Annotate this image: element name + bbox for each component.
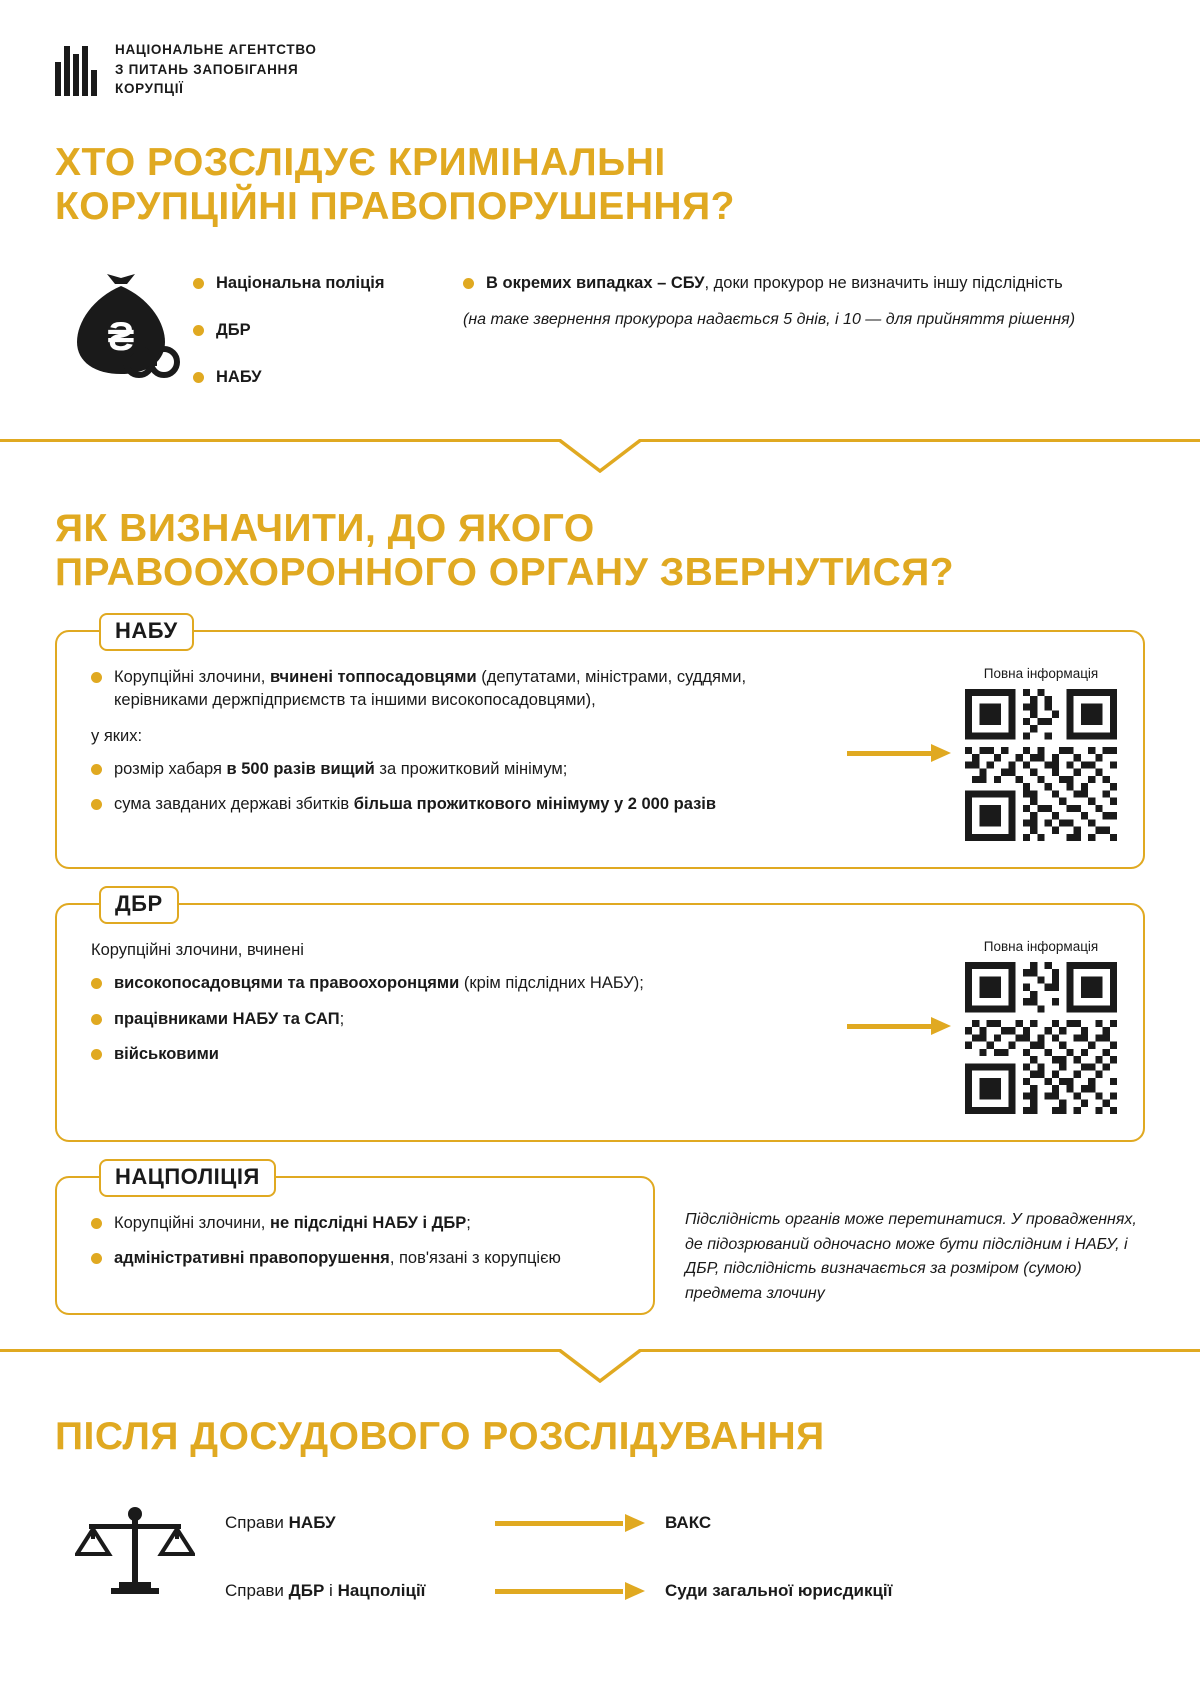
section-2-title-line-2: ПРАВООХОРОННОГО ОРГАНУ ЗВЕРНУТИСЯ? [55, 551, 955, 595]
nabu-qr-caption: Повна інформація [983, 665, 1099, 681]
nabu-bullet-2-text [114, 758, 567, 781]
dbr-bullet-2-text [114, 1008, 344, 1031]
text-pre: сума завданих державі збитків [114, 795, 354, 814]
bullet-dot-icon [463, 278, 474, 289]
dbr-qr-zone [787, 939, 1117, 1114]
agency-item [193, 272, 463, 295]
arrow-right-icon [495, 1514, 665, 1532]
text-bold: не підслідні НАБУ і ДБР [269, 1213, 467, 1232]
nabu-bullet-3-text [114, 793, 716, 816]
qr-code-nabu[interactable] [965, 689, 1117, 841]
sbu-text [486, 272, 1063, 296]
bullet-dot-icon [91, 799, 102, 810]
agency-item [193, 319, 463, 342]
section-1-title-line-1: ХТО РОЗСЛІДУЄ КРИМІНАЛЬНІ [55, 140, 666, 184]
dbr-bullet-3-text [114, 1043, 219, 1066]
arrow-right-icon [847, 1017, 951, 1035]
bullet-dot-icon [91, 1253, 102, 1264]
nacpolice-row [55, 1142, 1145, 1315]
bullet-dot-icon [91, 1218, 102, 1229]
brand-line-3: КОРУПЦІЇ [115, 81, 184, 97]
bullet-dot-icon [91, 978, 102, 989]
text-bold: в 500 разів вищий [226, 760, 375, 779]
section-1-body [55, 264, 1145, 413]
brand-line-2: З ПИТАНЬ ЗАПОБІГАННЯ [115, 61, 299, 77]
text-post: (депутатами, міністрами, суддями, керівниками держпідприємств та іншими високопосадовцями), [114, 667, 747, 710]
text-pre: Корупційні злочини, [114, 1213, 270, 1232]
section-divider-1 [0, 439, 1200, 485]
text-post: ; [339, 1009, 345, 1028]
text-post: , пов'язані з корупцією [389, 1249, 561, 1268]
nabu-content [91, 666, 787, 841]
text-post: (крім підслідних НАБУ); [459, 974, 644, 993]
money-bag-handcuffs-icon [63, 264, 193, 385]
dbr-content [91, 939, 787, 1114]
nabu-bullet-3 [91, 793, 787, 816]
sbu-rest: , доки прокурор не визначить іншу підслідність [704, 273, 1063, 292]
brand-line-1: НАЦІОНАЛЬНЕ АГЕНТСТВО [115, 42, 317, 57]
bullet-dot-icon [91, 1014, 102, 1025]
case-destination-2: Суди загальної юрисдикції [665, 1581, 893, 1601]
bullet-dot-icon [193, 325, 204, 336]
section-1-title [55, 141, 1145, 230]
text-pre: Справи [225, 1581, 289, 1601]
nacpolice-bullet-2 [91, 1247, 627, 1270]
case-routing-row [225, 1489, 1145, 1557]
nabu-legend: НАБУ [99, 613, 194, 651]
section-1-title-line-2: КОРУПЦІЙНІ ПРАВОПОРУШЕННЯ? [55, 185, 735, 229]
text-mid: і [324, 1581, 338, 1601]
text-bold: ДБР [288, 1581, 325, 1601]
bullet-dot-icon [91, 764, 102, 775]
section-3-body [55, 1489, 1145, 1625]
agency-label: ДБР [216, 320, 251, 339]
section-divider-2 [0, 1349, 1200, 1395]
nacpolice-bullet-1 [91, 1212, 627, 1235]
text-pre: Справи [225, 1513, 289, 1533]
text-bold: адміністративні правопорушення [114, 1249, 390, 1268]
nabu-bullet-2 [91, 758, 787, 781]
dbr-bullet-3 [91, 1043, 787, 1066]
sbu-bullet [463, 272, 1145, 296]
nacpolice-box [55, 1163, 655, 1315]
dbr-bullet-1 [91, 972, 787, 995]
nabu-mid-text: у яких: [91, 726, 143, 745]
nacpolice-content [91, 1212, 627, 1283]
nacpolice-bullet-1-text [114, 1212, 471, 1235]
nabu-bullet-1-text [114, 666, 787, 713]
case-source-2 [225, 1581, 495, 1601]
case-routing-row [225, 1557, 1145, 1625]
svg-text:₴: ₴ [107, 314, 135, 359]
text-bold: високопосадовцями та правоохоронцями [114, 974, 460, 993]
section-3-title: ПІСЛЯ ДОСУДОВОГО РОЗСЛІДУВАННЯ [55, 1414, 825, 1458]
agency-list [193, 264, 463, 413]
text-pre: Корупційні злочини, [114, 667, 270, 686]
bullet-dot-icon [91, 1049, 102, 1060]
text-bold: працівниками НАБУ та САП [114, 1009, 340, 1028]
nazk-bars-logo-icon [55, 42, 99, 96]
nacpolice-bullet-2-text [114, 1247, 561, 1270]
text-bold: більша прожиткового мінімуму у 2 000 разів [353, 795, 717, 814]
dbr-intro: Корупційні злочини, вчинені [91, 940, 304, 959]
text-bold: військовими [114, 1045, 219, 1064]
section-2-title [55, 507, 1145, 596]
scales-of-justice-icon [75, 1502, 225, 1612]
agency-item [193, 366, 463, 389]
nabu-bullet-1 [91, 666, 787, 713]
dbr-bullet-1-text [114, 972, 644, 995]
chevron-down-icon [558, 1349, 642, 1383]
text-bold-2: Нацполіції [337, 1581, 426, 1601]
bullet-dot-icon [193, 278, 204, 289]
case-destination-1: ВАКС [665, 1513, 712, 1533]
agency-label: НАБУ [216, 367, 262, 386]
case-routing-table [225, 1489, 1145, 1625]
text-pre: розмір хабаря [114, 760, 227, 779]
sbu-bold: В окремих випадках – СБУ [486, 273, 705, 292]
text-post: за прожитковий мінімум; [374, 760, 568, 779]
arrow-right-icon [495, 1582, 665, 1600]
arrow-right-icon [847, 744, 951, 762]
section-2-title-line-1: ЯК ВИЗНАЧИТИ, ДО ЯКОГО [55, 506, 595, 550]
dbr-box [55, 890, 1145, 1142]
bullet-dot-icon [193, 372, 204, 383]
case-source-1 [225, 1513, 495, 1533]
nacpolice-legend: НАЦПОЛІЦІЯ [99, 1159, 276, 1197]
dbr-legend: ДБР [99, 886, 179, 924]
dbr-qr-caption: Повна інформація [983, 938, 1099, 954]
nabu-qr-zone [787, 666, 1117, 841]
text-bold: вчинені топпосадовцями [269, 667, 477, 686]
jurisdiction-note: Підслідність органів може перетинатися. У провадженнях, де підозрюваний одночасно може бути підслідним і НАБУ, і ДБР, підслідність визначається за розміром (сумою) предмета злочину [685, 1210, 1137, 1303]
brand-name [115, 40, 317, 99]
bullet-dot-icon [91, 672, 102, 683]
nabu-box [55, 617, 1145, 869]
chevron-down-icon [558, 439, 642, 473]
qr-code-dbr[interactable] [965, 962, 1117, 1114]
dbr-bullet-2 [91, 1008, 787, 1031]
sbu-note: (на таке звернення прокурора надається 5 днів, і 10 — для прийняття рішення) [463, 310, 1076, 328]
brand-header [55, 0, 1145, 99]
text-post: ; [466, 1213, 471, 1232]
agency-label: Національна поліція [216, 273, 385, 292]
sbu-exception [463, 264, 1145, 332]
text-bold: НАБУ [288, 1513, 336, 1533]
